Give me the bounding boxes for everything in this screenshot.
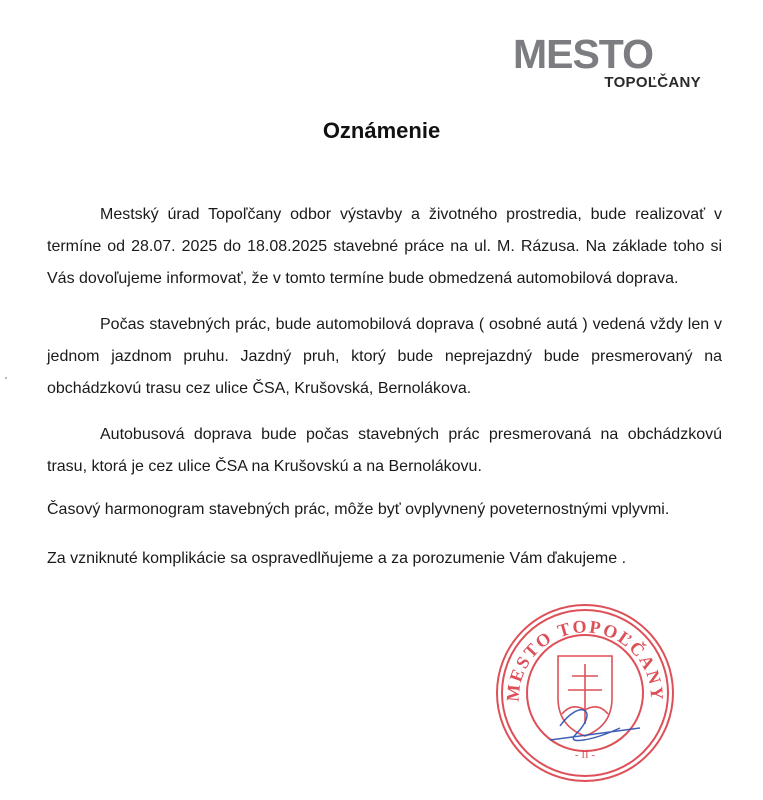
scan-speck (5, 377, 7, 379)
logo-city: TOPOĽČANY (604, 74, 701, 91)
city-logo (501, 31, 701, 96)
signature-icon (550, 710, 640, 741)
page-title: Oznámenie (322, 118, 441, 143)
paragraph-bus-traffic: Autobusová doprava bude počas stavebných prác presmerovaná na obchádzkovú trasu, ktorá je cez ulice ČSA na Krušovskú a na Bernolákovu. (47, 426, 722, 475)
paragraph-construction-info: Mestský úrad Topoľčany odbor výstavby a životného prostredia, bude realizovať v termíne od 28.07. 2025 do 18.08.2025 stavebné práce na ul. M. Rázusa. Na základe toho si Vás dovoľujeme informovať, že v tomto termíne bude obmedzená automobilová doprava. (47, 206, 722, 287)
paragraph-schedule-note: Časový harmonogram stavebných prác, môže byť ovplyvnený poveternostnými vplyvmi. (47, 501, 670, 518)
logo-name: MESTO (512, 31, 653, 77)
paragraph-apology: Za vzniknuté komplikácie sa ospravedlňujeme a za porozumenie Vám ďakujeme . (47, 550, 627, 567)
official-stamp (490, 598, 680, 788)
paragraph-car-traffic: Počas stavebných prác, bude automobilová doprava ( osobné autá ) vedená vždy len v jednom jazdnom pruhu. Jazdný pruh, ktorý bude neprejazdný bude presmerovaný na obchádzkovú trasu cez ulice ČSA, Krušovská, Bernolákova. (47, 316, 722, 397)
stamp-text: MESTO TOPOĽČANY (502, 616, 668, 703)
coat-of-arms-icon (558, 656, 612, 736)
stamp-number: - II - (574, 749, 596, 761)
